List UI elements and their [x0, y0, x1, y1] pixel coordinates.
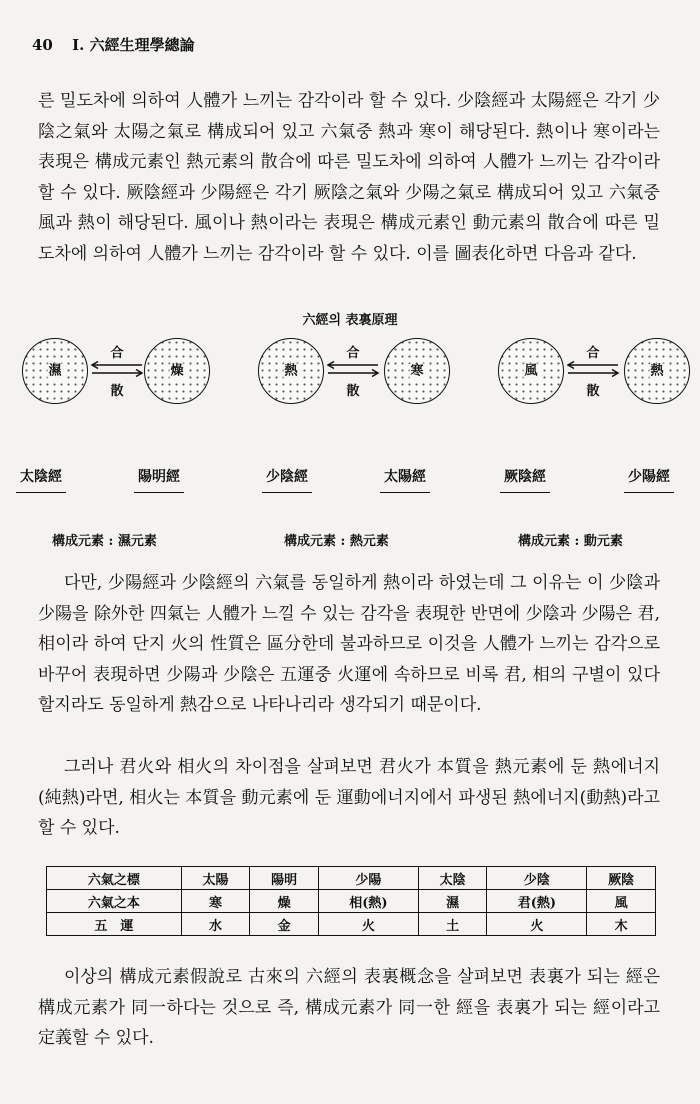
meridian-taiyin: 太陰經 [16, 466, 66, 493]
double-arrow-icon [566, 361, 620, 377]
circle-label: 風 [524, 363, 538, 379]
table-cell: 風 [587, 890, 656, 913]
table-cell: 少陰 [487, 867, 587, 890]
paragraph-2: 다만, 少陽經과 少陰經의 六氣를 동일하게 熱이라 하였는데 그 이유는 이 少陰과 少陽을 除外한 四氣는 人體가 느낄 수 있는 감각을 表現한 반면에 少陰과 少陽은 君, 相이라 하여 단지 火의 性質은 區分한데 불과하므로 이것을 人體가 느끼는 감각으로 바꾸어 表現하면 少陽과 少陰은 五運중 火運에 속하므로 비록 君, 相의 구별이 있다 할지라도 동일하게 熱감으로 나타나리라 생각되기 때문이다. [38, 573, 660, 715]
page-header [32, 34, 195, 55]
pair-heat-cold [258, 338, 438, 404]
paragraph-3: 그러나 君火와 相火의 차이점을 살펴보면 君火가 本質을 熱元素에 둔 熱에너지(純熱)라면, 相火는 本質을 動元素에 둔 運動에너지에서 파생된 熱에너지(動熱)라고 할 수 있다. [38, 757, 660, 838]
table-cell: 土 [418, 913, 487, 936]
meridian-jueyin: 厥陰經 [500, 466, 550, 493]
table-cell: 六氣之標 [47, 867, 182, 890]
combine-label: 合 [346, 346, 360, 361]
element-motion: 構成元素 : 動元素 [518, 534, 623, 549]
circle-label: 燥 [170, 363, 184, 379]
meridian-taiyang: 太陽經 [380, 466, 430, 493]
exchange-arrows [326, 342, 380, 402]
table-cell: 相(熱) [318, 890, 418, 913]
disperse-label: 散 [110, 384, 124, 399]
left-circle [22, 338, 88, 404]
table-cell: 陽明 [250, 867, 319, 890]
exchange-arrows [90, 342, 144, 402]
meridian-yangming: 陽明經 [134, 466, 184, 493]
combine-label: 合 [110, 346, 124, 361]
disperse-label: 散 [346, 384, 360, 399]
table-cell: 太陽 [181, 867, 250, 890]
double-arrow-icon [90, 361, 144, 377]
right-circle [624, 338, 690, 404]
table-row [47, 890, 656, 913]
table-row [47, 913, 656, 936]
diagram-title: 六經의 表裏原理 [302, 313, 398, 328]
right-circle [144, 338, 210, 404]
table-cell: 少陽 [318, 867, 418, 890]
left-circle [498, 338, 564, 404]
table-cell: 君(熱) [487, 890, 587, 913]
meridian-shaoyin: 少陰經 [262, 466, 312, 493]
table-cell: 木 [587, 913, 656, 936]
table-cell: 水 [181, 913, 250, 936]
table-cell: 六氣之本 [47, 890, 182, 913]
meridian-labels [0, 466, 700, 496]
table-cell: 五 運 [47, 913, 182, 936]
table-row [47, 867, 656, 890]
table-cell: 厥陰 [587, 867, 656, 890]
table-cell: 濕 [418, 890, 487, 913]
paragraph-4: 이상의 構成元素假說로 古來의 六經의 表裏概念을 살펴보면 表裏가 되는 經은 構成元素가 同一하다는 것으로 즉, 構成元素가 同一한 經을 表裏가 되는 經이라고 定義할 수 있다. [38, 967, 660, 1048]
table-cell: 寒 [181, 890, 250, 913]
circle-label: 熱 [650, 363, 664, 379]
disperse-label: 散 [586, 384, 600, 399]
left-circle [258, 338, 324, 404]
element-heat: 構成元素 : 熱元素 [284, 534, 389, 549]
table-cell: 太陰 [418, 867, 487, 890]
circle-label: 濕 [48, 363, 62, 379]
right-circle [384, 338, 450, 404]
pair-wind-heat [498, 338, 688, 404]
circle-label: 熱 [284, 363, 298, 379]
table-cell: 火 [487, 913, 587, 936]
table-cell: 燥 [250, 890, 319, 913]
six-qi-table [46, 866, 656, 936]
circle-label: 寒 [410, 363, 424, 379]
exchange-arrows [566, 342, 620, 402]
paragraph-1: 른 밀도차에 의하여 人體가 느끼는 감각이라 할 수 있다. 少陰經과 太陽經은 각기 少陰之氣와 太陽之氣로 構成되어 있고 六氣중 熱과 寒이 해당된다. 熱이나 寒이라는 表現은 構成元素인 熱元素의 散合에 따른 밀도차에 의하여 人體가 느끼는 감각이라 할 수 있다. 厥陰經과 少陽經은 각기 厥陰之氣와 少陽之氣로 構成되어 있고 六氣중 風과 熱이 해당된다. 風이나 熱이라는 表現은 構成元素인 動元素의 散合에 따른 밀도차에 의하여 人體가 느끼는 감각이라 할 수 있다. 이를 圖表化하면 다음과 같다. [38, 91, 660, 264]
element-damp: 構成元素 : 濕元素 [52, 534, 157, 549]
combine-label: 合 [586, 346, 600, 361]
pair-damp-dry [22, 338, 192, 404]
page-number: 40 [32, 36, 53, 54]
double-arrow-icon [326, 361, 380, 377]
table-cell: 金 [250, 913, 319, 936]
section-title: I. 六經生理學總論 [72, 36, 195, 54]
meridian-shaoyang: 少陽經 [624, 466, 674, 493]
table-cell: 火 [318, 913, 418, 936]
